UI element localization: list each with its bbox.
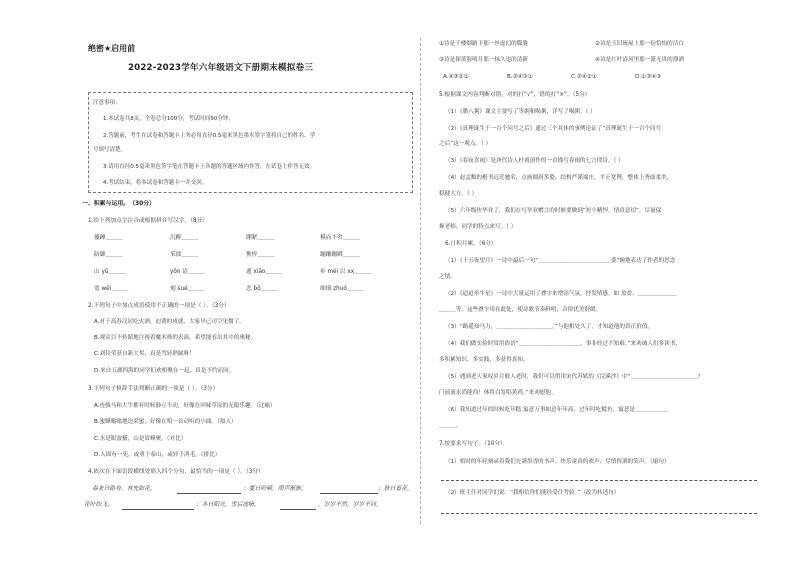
pinyin-item: 傻蹿＿＿＿ — [94, 235, 123, 241]
confidential-mark: 绝密★启用前 — [88, 44, 136, 53]
judge-item: （1）《腊八粥》课文主要写了等粥和喝粥，详写了喝粥。（ ） — [445, 109, 596, 115]
pinyin-item: yǒn 请＿＿＿ — [170, 269, 206, 275]
notice-heading: 注意事项： — [93, 100, 121, 106]
recite-item: 多积累知识，多实践，多获得真知。 — [439, 357, 529, 363]
pinyin-item: 山 yǔ＿＿＿ — [94, 269, 126, 275]
question-1: 1.给下列加点字注音或根据拼音写汉字。（8分） — [88, 218, 208, 224]
pinyin-item: 模而不舍＿＿＿ — [320, 235, 360, 241]
recite-item: 之情。 — [439, 274, 456, 280]
judge-item: （4）赵孟頫的楷书远近驰名，点画圆润多姿，结构严谨端庄，平正宽博，整体上秀面柔美， — [445, 175, 673, 181]
notice-item: 2.答题前，考生在试卷和答题卡上务必用直径0.5毫米黑色墨水签字笔将自己的姓名、学 — [103, 133, 315, 139]
pinyin-item: 沉醉＿＿＿ — [170, 235, 199, 241]
column-divider — [420, 38, 421, 524]
notice-item: 4.考试结束，将本试卷和答题卡一并交回。 — [103, 180, 208, 186]
notice-item: 3.请用直径0.5毫米黑色签字笔在答题卡上各题的答题区域内作答，在试卷上作答无效。 — [103, 164, 315, 170]
judge-item: 握老师、同学的特点来写。（ ） — [439, 224, 517, 230]
recite-item: ＿＿＿等。这些叠字用在此处，使诗歌节奏鲜明，音律优美舒缓。 — [439, 307, 602, 313]
poem-text: 春来日路有，有充如花， — [92, 486, 156, 492]
question-2: 2.下列句子中加点成语使用不正确的一项是（ ）。（3分） — [88, 303, 230, 309]
pinyin-item: 遁 xiāo＿＿＿ — [246, 269, 283, 275]
right-column — [435, 0, 769, 562]
choice: D.①③④③ — [635, 74, 662, 80]
option: D.人固有一死，或重于泰山，或轻于鸿毛。（排比） — [94, 452, 221, 458]
judge-item: （5）六年级快毕业了，我们在写毕业赠言的时候要做到“短小精悍，情真意切”，尽量保 — [445, 208, 662, 214]
judge-item: 之后”这一观点。（ ） — [439, 141, 492, 147]
pinyin-item: 笨拙＿＿＿ — [170, 252, 199, 258]
pinyin-item: 步 méi 以 xx＿＿＿ — [320, 269, 372, 275]
notice-box — [88, 92, 413, 193]
poem-text: ：夏日吩嗬，雨声渐渐， — [243, 486, 307, 492]
option: C.水是眼波横，山是眉峰聚。（对比） — [94, 436, 187, 442]
section-heading: 一、积累与运用。（30分） — [82, 201, 155, 207]
pinyin-item: 细细 zhuó＿＿＿ — [320, 286, 364, 292]
choice: B.③④③① — [507, 74, 533, 80]
judge-item: 稳健大方。（ ） — [439, 191, 478, 197]
recite-item: （4）我们做实验时常用俗语“＿＿＿＿＿＿＿＿＿＿＿，事非经过不知难。”来劝诫人们多读书， — [445, 341, 681, 347]
poem-text: ；秋日看花， — [378, 486, 413, 492]
question-4: 4.依次在下面语段横线处填入四个分句，最恰当的一项是（ ）。（3分） — [88, 469, 264, 475]
fill-blank — [177, 493, 241, 494]
pinyin-item: 刻 sué＿＿＿ — [170, 286, 205, 292]
option: A.连骏马和大牛都有时候静立不动，好像在回味草原的无限乐趣。（比喻） — [94, 403, 276, 409]
pinyin-item: 防御＿＿＿ — [94, 252, 123, 258]
recite-item: （5）遇到老人家叹岁月催人老时，我们可以借用宋代苏轼的《浣溪沙》中“＿＿＿＿＿＿＿＿＿＿＿＿？ — [445, 374, 704, 380]
question-7: 7.按要求写句子。（10分） — [439, 441, 506, 447]
q4-item: ②诗是玉旧琉屋上那一份恰怡的洁白 — [595, 41, 684, 47]
option: D.来自五湖四海的同学们欢相聚在一起，真是不约而同。 — [94, 368, 235, 374]
q4-item: ③诗是探黄海明月那一抹久违的清新 — [439, 57, 528, 63]
choice: C.③④②① — [571, 74, 597, 80]
answer-line — [441, 513, 757, 514]
recite-item: （2）《迢迢牵牛星》一诗中大量运用了叠字来增添气氛，抒发情感，如 盈盈、＿＿＿＿＿＿＿ — [445, 291, 677, 297]
judge-item: （3）《春夜喜雨》是唐代诗人杜甫创作的一首描写春雨的七言律诗。（ ） — [445, 158, 624, 164]
pinyin-item: 蹦跚跚踯＿＿＿ — [320, 252, 360, 258]
rewrite-item: （1）梧时的年轮刻录着我们充满墨香的书声、快乐童真的欢声、尽情挥洒的笑声。（缩句） — [445, 459, 670, 465]
rewrite-item: （2）班主任对同学们说：“我相信你们能经受住考验。”（改为转述句） — [445, 490, 620, 496]
notice-item: 号填写清楚。 — [93, 147, 127, 153]
judge-item: （2）《真理诞生于一百个问号之后》通过三个具体的事例论证了“真理诞生于一百个问号 — [445, 126, 662, 132]
answer-line — [441, 480, 757, 481]
option: C.刘伶荣获自新大奖，真是驾轻熟腻呀！ — [94, 351, 195, 357]
option: A.对于高春汉居吃火酒，迫诱的成就，大家早已司空见惯了。 — [94, 319, 245, 325]
recite-item: ＿＿＿。 — [439, 423, 462, 429]
q4-item: ④诗是红叶清风里那一派无畏的漂洒 — [595, 57, 684, 63]
question-5: 5.根据课文内容判断对错，对的打“√”，错的打“×”。（5分） — [439, 92, 591, 98]
fill-blank — [320, 493, 378, 494]
question-6: 6.日积月累。（6分） — [445, 241, 497, 247]
notice-item: 1.本试卷共8页。全卷总分100分，考试时间90分钟。 — [103, 116, 234, 122]
poem-text: 。岁岁不然，岁岁不同。 — [318, 502, 382, 508]
question-3: 3.下列句子修辞手法判断正确的一项是（ ）。（3分） — [88, 386, 219, 392]
recite-item: （1）《十五夜望月》一诗中最后一句“＿＿＿＿＿＿＿＿＿＿＿＿＿委”婉地表达了作者的思念 — [445, 258, 676, 264]
pinyin-item: 宽 wěi＿＿＿ — [94, 286, 129, 292]
recite-item: 门前流水尚能西！休将白发唱黄鸡。”来劝慰他。 — [439, 390, 557, 396]
poem-text: ；冬日阳光，雪后放晴， — [196, 502, 260, 508]
fill-blank — [280, 509, 316, 510]
recite-item: （3）“路遥知马力，＿＿＿＿＿＿＿＿＿＿。”与他相处久了，才知道他的真正价值。 — [445, 324, 653, 330]
left-column — [80, 0, 413, 562]
pinyin-item: 恋 bō＿＿＿ — [246, 286, 278, 292]
poem-text: 花叶纷飞， — [84, 502, 113, 508]
recite-item: （6）我知道过年的时候吃年糕 寓意万事如意年年高，过年时吃鲶鱼，寓意是＿＿＿＿＿＿ — [445, 407, 669, 413]
fill-blank — [122, 509, 194, 510]
pinyin-item: 憔悴＿＿＿ — [246, 252, 275, 258]
option: B.观众目不转睛地注视着魔术师的表演，希望能看出其中的奥秘。 — [94, 335, 257, 341]
choice: A.④③②① — [443, 74, 469, 80]
exam-title: 2022-2023学年六年级语文下册期末模拟卷三 — [128, 63, 314, 73]
pinyin-item: 绷紧＿＿＿ — [246, 235, 275, 241]
q4-item: ①诗是千楼烟路下那一丝虚幻的朦胧 — [439, 41, 528, 47]
option: B.蜜蜂嗡嗡地边采蜜，好像在唱一首动听的小曲。（拟人） — [94, 419, 237, 425]
